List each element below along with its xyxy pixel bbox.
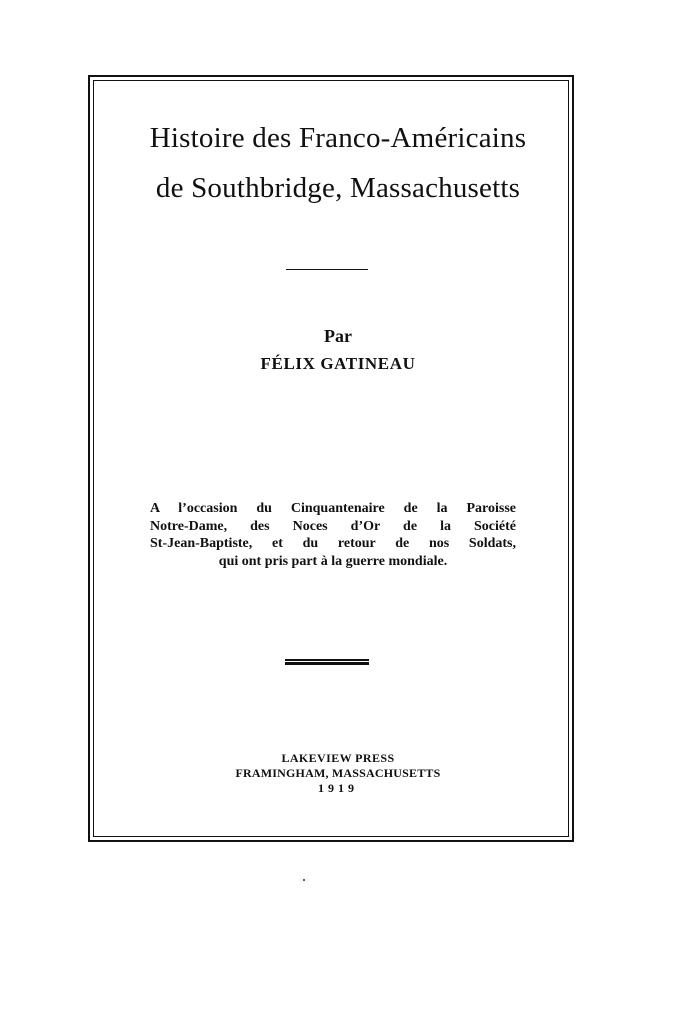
dedication-line: Notre-Dame, des Noces d’Or de la Société [150,518,516,534]
dedication-line: A l’occasion du Cinquantenaire de la Paroisse [150,501,516,516]
author-name: FÉLIX GATINEAU [260,354,416,373]
publisher-city: FRAMINGHAM, MASSACHUSETTS [235,766,441,780]
book-title-line-1: Histoire des Franco-Américains [149,122,527,154]
dedication-line: qui ont pris part à la guerre mondiale. [218,553,448,569]
double-divider-rule [285,659,369,665]
dedication-paragraph [150,500,516,570]
print-speck [303,879,305,881]
book-title-line-2: de Southbridge, Massachusetts [155,172,521,204]
byline-par: Par [324,326,352,346]
publication-year: 1919 [318,781,358,795]
publisher-name: LAKEVIEW PRESS [281,751,395,765]
divider-rule [286,269,368,270]
dedication-line: St-Jean-Baptiste, et du retour de nos Soldats, [150,536,516,551]
